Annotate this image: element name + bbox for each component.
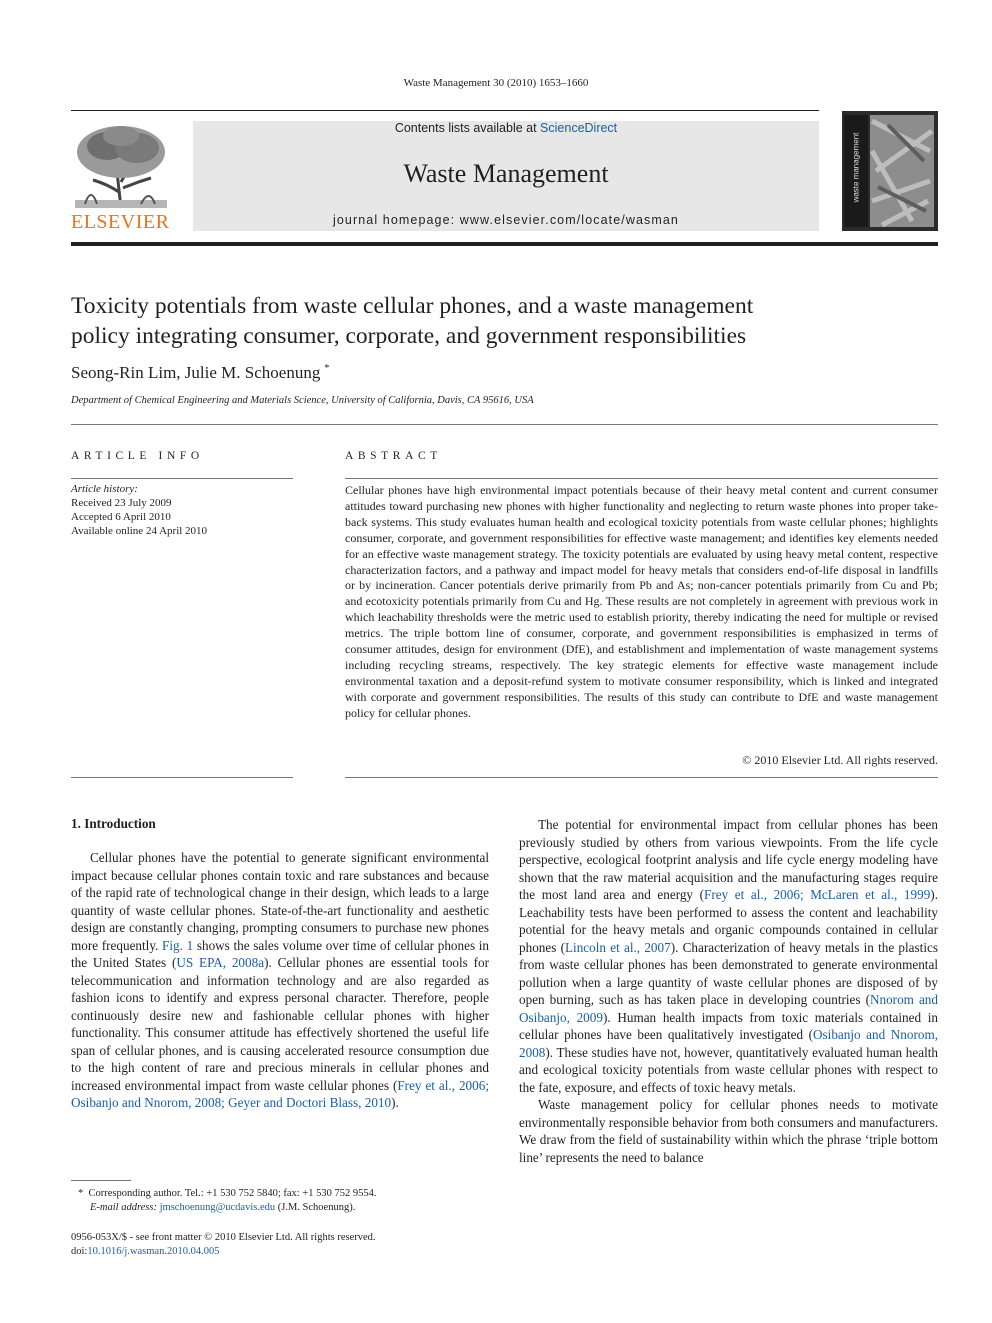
abstract-bottom-rule [345, 777, 938, 778]
article-info-rule [71, 478, 293, 479]
author-list [71, 363, 329, 383]
online-date: Available online 24 April 2010 [71, 525, 208, 537]
contents-prefix: Contents lists available at [394, 121, 541, 135]
sciencedirect-link[interactable]: ScienceDirect [540, 121, 618, 135]
footnote-mark: * [78, 1188, 84, 1199]
received-date: Received 23 July 2009 [71, 497, 172, 509]
section-heading: 1. Introduction [71, 816, 156, 831]
citation-link[interactable]: Frey et al., 2006; McLaren et al., 1999 [704, 887, 931, 902]
article-title-line-1: Toxicity potentials from waste cellular phones, and a waste management [71, 293, 754, 319]
authors: Seong-Rin Lim, Julie M. Schoenung [71, 363, 321, 382]
intro-paragraph-3: Waste management policy for cellular phones needs to motivate environmentally responsible behavior from both consumers and manufacturers. We draw from the field of sustainability within which the phrase ‘triple bottom line’ represents the need to balance [519, 1097, 938, 1165]
doi-label: doi: [71, 1245, 88, 1257]
citation-link[interactable]: Lincoln et al., 2007 [564, 939, 671, 955]
article-info-bottom-rule [71, 777, 293, 778]
citation-link[interactable]: US EPA, 2008a [176, 955, 265, 970]
accepted-date: Accepted 6 April 2010 [71, 511, 171, 523]
issn-line: 0956-053X/$ - see front matter © 2010 Elsevier Ltd. All rights reserved. [71, 1232, 376, 1243]
front-matter [71, 1231, 491, 1258]
doi-link[interactable]: 10.1016/j.wasman.2010.04.005 [87, 1245, 220, 1257]
email-suffix: (J.M. Schoenung). [275, 1201, 356, 1213]
journal-name: Waste Management [403, 159, 609, 188]
elsevier-tree-logo [71, 122, 171, 210]
elsevier-wordmark: ELSEVIER [71, 211, 170, 233]
intro-paragraph-2: The potential for environmental impact from cellular phones has been previously studied by others from various viewpoints. From the life cycle perspective, ecological footprint analysis and life cycle energy modeling have shown that the raw material acquisition and the manufacturing stages require the most land area and energy (Frey et al., 2006; McLaren et al., 1999). Leachability tests have been performed to assess the content and leachability potential for the heavy metals and organic compounds contained in cellular phones (Lincoln et al., 2007). Characterization of heavy metals in the plastics from waste cellular phones has been demonstrated to generate environmental pollution when a large quantity of waste cellular phones are disposed of by open burning, such as has taken place in developing countries (Nnorom and Osibanjo, 2009). Human health impacts from toxic materials contained in cellular phones have been qualitatively investigated (Osibanjo and Nnorom, 2008). These studies have not, however, quantitatively evaluated human health and ecological toxicity potentials from waste cellular phones with respect to the fate, exposure, and effects of toxic heavy metals. [519, 817, 938, 1095]
corresponding-mark[interactable]: * [324, 363, 330, 375]
email-label: E-mail address: [90, 1201, 157, 1213]
intro-paragraph-1: Cellular phones have the potential to generate significant environmental impact because cellular phones contain toxic and rare substances and because of the rapid rate of technological change in their design, which leads to a large quantity of waste cellular phones. State-of-the-art functionality and aesthetic design are constantly changing, prompting consumers to purchase new phones more frequently. Fig. 1 shows the sales volume over time of cellular phones in the United States (US EPA, 2008a). Cellular phones are essential tools for telecommunication and information technology and are also regarded as fashion icons to identify and express personal character. Therefore, people continuously desire new and fashionable cellular phones with higher functionality. This consumer attitude has effectively shortened the useful life span of cellular phones, and is causing accelerated resource consumption due to the high content of rare and precious minerals in cellular phones and increased environmental impact from waste cellular phones (Frey et al., 2006; Osibanjo and Nnorom, 2008; Geyer and Doctori Blass, 2010). [71, 850, 490, 1110]
abstract-heading: ABSTRACT [345, 450, 442, 462]
article-title [71, 291, 901, 351]
journal-cover-title: waste management [851, 132, 861, 203]
header-thick-rule [71, 242, 938, 246]
journal-homepage[interactable]: journal homepage: www.elsevier.com/locate/wasman [332, 213, 679, 227]
footnote-rule [71, 1180, 131, 1181]
copyright: © 2010 Elsevier Ltd. All rights reserved. [742, 753, 938, 767]
article-info-heading: ARTICLE INFO [71, 450, 204, 462]
affiliation: Department of Chemical Engineering and Materials Science, University of California, Davis, CA 95616, USA [71, 395, 534, 406]
affiliation-rule [71, 424, 938, 425]
left-column [71, 849, 489, 1112]
journal-banner [193, 121, 819, 231]
journal-cover-image [842, 111, 938, 231]
journal-citation: Waste Management 30 (2010) 1653–1660 [403, 77, 589, 89]
abstract-rule [345, 478, 938, 479]
citation-link[interactable]: Osibanjo and Nnorom, 2008 [519, 1027, 938, 1060]
email-link[interactable]: jmschoenung@ucdavis.edu [159, 1201, 276, 1213]
article-title-line-2: policy integrating consumer, corporate, and government responsibilities [71, 323, 747, 349]
citation-link[interactable]: Nnorom and Osibanjo, 2009 [519, 992, 938, 1025]
contents-line [193, 121, 819, 135]
citation-link[interactable]: Frey et al., 2006; Osibanjo and Nnorom, 2008; Geyer and Doctori Blass, 2010 [71, 1077, 489, 1110]
header-rule [71, 110, 819, 111]
corresponding-footnote [78, 1187, 488, 1214]
history-label: Article history: [71, 483, 138, 495]
corresponding-author: Corresponding author. Tel.: +1 530 752 5840; fax: +1 530 752 9554. [88, 1188, 377, 1199]
article-history [71, 482, 293, 538]
abstract-text: Cellular phones have high environmental impact potentials because of their heavy metal content and current consumer attitudes toward purchasing new phones with higher functionality and neglecting to return waste phones into proper take-back systems. This study evaluates human health and ecological toxicity potentials from waste cellular phones; highlights consumer, corporate, and government responsibilities for effective waste management; and identifies key elements needed for an effective waste management strategy. The toxicity potentials are evaluated by using heavy metal content, respective characterization factors, and a pathway and impact model for heavy metals that considers end-of-life disposal in landfills or by incineration. Cancer potentials derive primarily from Pb and As; non-cancer potentials primarily from Cu and Pb; and ecotoxicity potentials primarily from Cu and Hg. These results are not completely in agreement with previous work in which leachability thresholds were the metric used to establish priority, thereby indicating the need for multiple or revised metrics. The triple bottom line of consumer, corporate, and government responsibilities is emphasized in terms of consumer attitudes, design for environment (DfE), and establishment and implementation of waste management systems including recycling streams, respectively. The key strategic elements for effective waste management include environmental taxation and a deposit-refund system to motivate consumer responsibility, which is linked and integrated with corporate and government responsibilities. The results of this study can contribute to DfE and waste management policy for cellular phones. [345, 483, 938, 720]
right-column [519, 816, 938, 1166]
figure-ref[interactable]: Fig. 1 [162, 937, 194, 953]
